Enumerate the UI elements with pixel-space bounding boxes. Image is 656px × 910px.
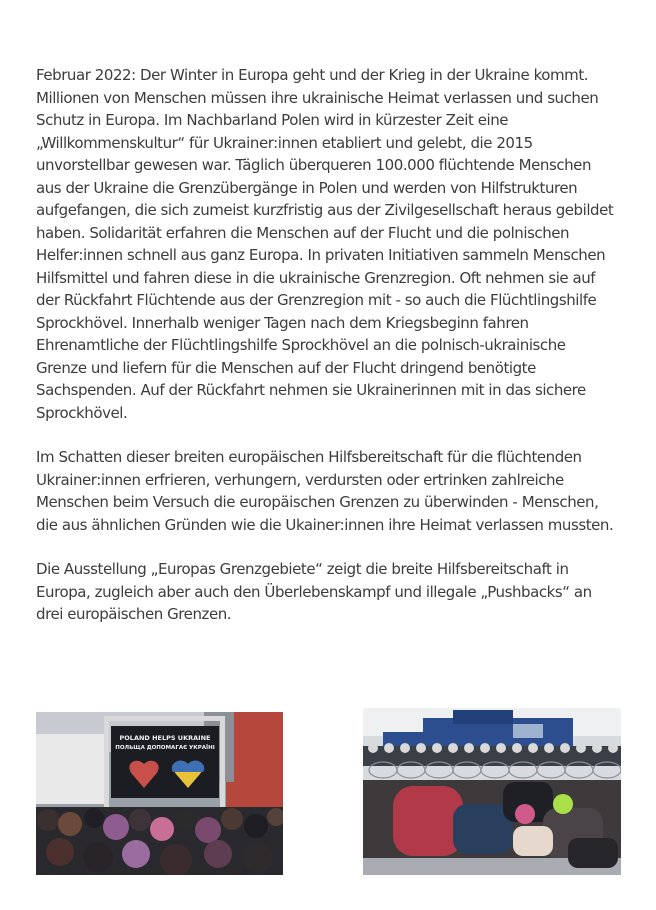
photo-border-fence-illustration [363,708,621,875]
paragraph-exhibition: Die Ausstellung „Europas Grenzgebiete“ zeigt die breite Hilfsbereitschaft in Europa, zugleich aber auch den Überlebenskampf und illegale „Pushbacks“ an drei europäischen Grenzen. [36,560,592,623]
paragraph-shadow: Im Schatten dieser breiten europäischen Hilfsbereitschaft für die flüchtenden Ukrainer:innen erfrieren, verhungern, verdursten oder ertrinken zahlreiche Menschen beim Versuch die europäischen Grenzen zu überwinden - Menschen, die aus ähnlichen Gründen wie die Ukainer:innen ihre Heimat verlassen mussten. [36,448,614,534]
paragraph-intro: Februar 2022: Der Winter in Europa geht und der Krieg in der Ukraine kommt. Millionen von Menschen müssen ihre ukrainische Heimat verlassen und suchen Schutz in Europa. Im Nachbarland Polen wird in kürzester Zeit eine „Willkommenskultur“ für Ukrainer:innen etabliert und gelebt, die 2015 unvorstellbar gewesen war. Täglich überqueren 100.000 flüchtende Menschen aus der Ukraine die Grenzübergänge in Polen und werden von Hilfstrukturen aufgefangen, die sich zumeist kurzfristig aus der Zivilgesellschaft heraus gebildet haben. Solidarität erfahren die Menschen auf der Flucht und die polnischen Helfer:innen schnell aus ganz Europa. In privaten Initiativen sammeln Menschen Hilfsmittel und fahren diese in die ukrainische Grenzregion. Oft nehmen sie auf der Rückfahrt Flüchtende aus der Grenzregion mit - so auch die Flüchtlingshilfe Sprockhövel. Innerhalb weniger Tagen nach dem Kriegsbeginn fahren Ehrenamtliche der Flüchtlingshilfe Sprockhövel an die polnisch-ukrainische Grenze und liefern für die Menschen auf der Flucht dringend benötigte Sachspenden. Auf der Rückfahrt nehmen sie Ukrainerinnen mit in das sichere Sprockhövel. [36,66,614,422]
screen-line-2: ПОЛЬЩА ДОПОМАГАЄ УКРАЇНІ [115,745,215,751]
article-body [36,64,620,648]
photo-border-fence [363,708,621,875]
photo-poland-helps-ukraine [36,712,283,875]
screen-line-1: POLAND HELPS UKRAINE [119,734,211,742]
photo-poland-helps-ukraine-illustration [36,712,283,875]
